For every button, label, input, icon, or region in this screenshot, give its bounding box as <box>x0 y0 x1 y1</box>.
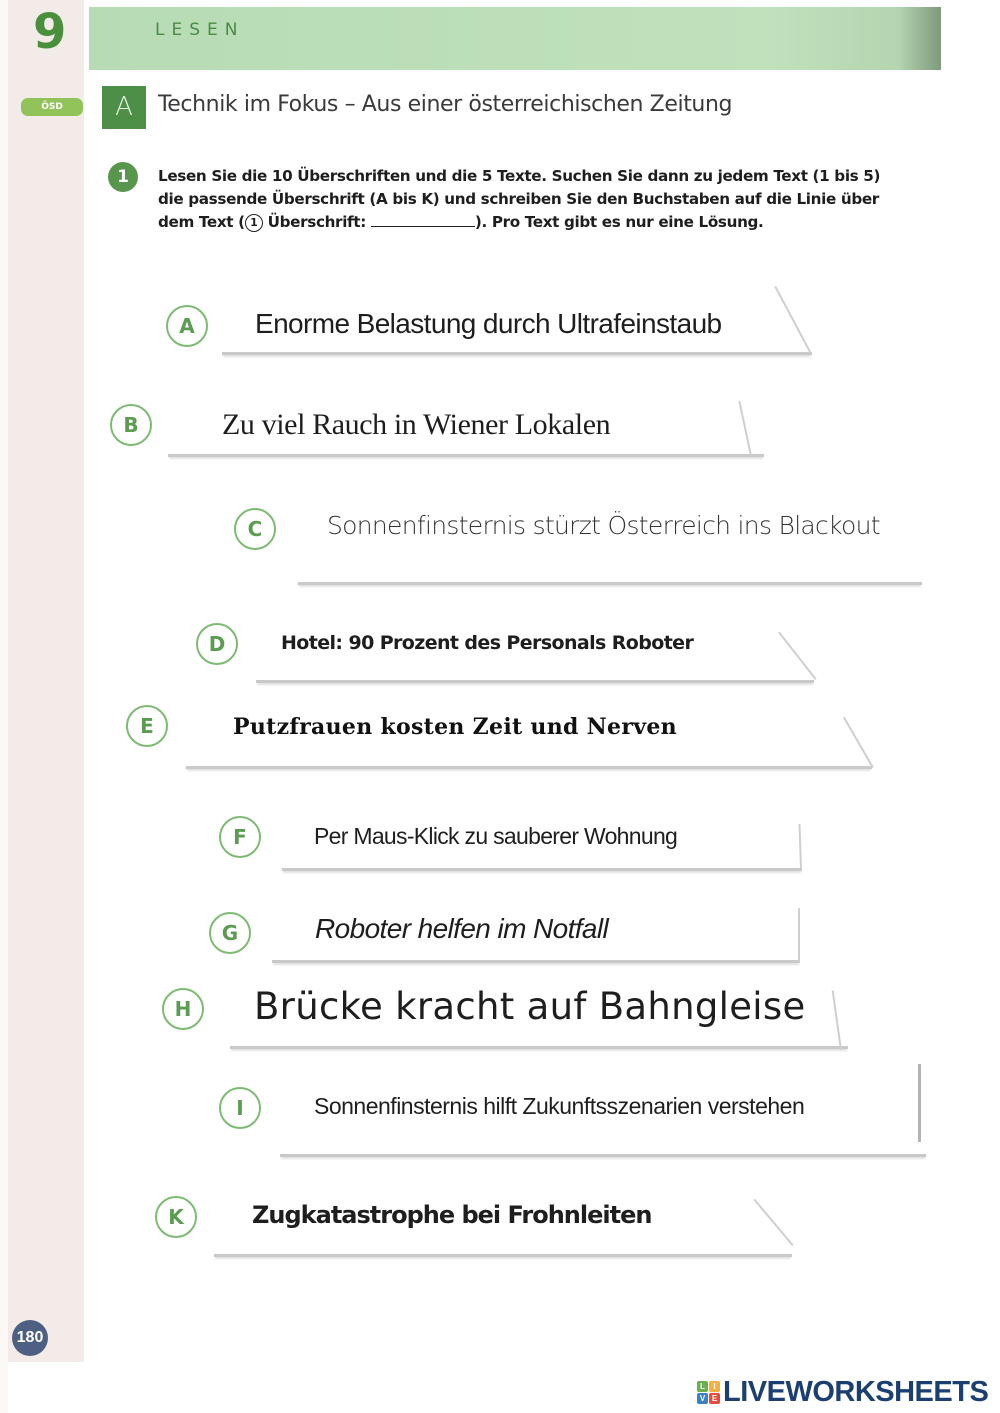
headline-text: Zugkatastrophe bei Frohnleiten <box>252 1201 652 1229</box>
instruction-text: dem Text ( <box>158 213 245 231</box>
instruction-line-2: die passende Überschrift (A bis K) und schreiben Sie den Buchstaben auf die Linie über <box>158 190 879 208</box>
section-title: Technik im Fokus – Aus einer österreichischen Zeitung <box>158 92 733 117</box>
letter-circle: D <box>196 623 238 665</box>
instruction-text: Überschrift: <box>262 213 371 231</box>
headline-text: Per Maus-Klick zu sauberer Wohnung <box>314 823 678 849</box>
logo-tile: I <box>709 1381 720 1392</box>
card-edge <box>918 1064 921 1142</box>
answer-blank-example <box>371 212 475 227</box>
page-left-margin <box>0 0 8 1413</box>
circled-number-icon: 1 <box>245 214 263 232</box>
task-instructions <box>158 165 948 234</box>
logo-text: LIVEWORKSHEETS <box>723 1375 989 1408</box>
section-letter-box: A <box>102 86 146 129</box>
section-label: LESEN <box>155 20 245 40</box>
card-edge <box>798 908 800 962</box>
headline-text: Roboter helfen im Notfall <box>315 913 609 944</box>
chapter-number: 9 <box>33 4 67 60</box>
letter-circle: H <box>162 988 204 1030</box>
exam-badge: ÖSD <box>21 98 83 116</box>
headline-text: Sonnenfinsternis stürzt Österreich ins Blackout <box>327 511 880 540</box>
letter-circle: A <box>166 305 208 347</box>
headline-text: Zu viel Rauch in Wiener Lokalen <box>222 408 611 441</box>
headline-text: Brücke kracht auf Bahngleise <box>254 985 806 1028</box>
headline-text: Hotel: 90 Prozent des Personals Roboter <box>281 632 694 654</box>
headline-text: Enorme Belastung durch Ultrafeinstaub <box>255 308 722 339</box>
logo-tile: L <box>697 1381 708 1392</box>
headline-text: Sonnenfinsternis hilft Zukunftsszenarien verstehen <box>314 1093 805 1119</box>
letter-circle: C <box>234 508 276 550</box>
logo-tile: E <box>709 1393 720 1404</box>
letter-circle: K <box>155 1196 197 1238</box>
letter-circle: E <box>126 705 168 747</box>
instruction-line-1: Lesen Sie die 10 Überschriften und die 5 Texte. Suchen Sie dann zu jedem Text (1 bis 5) <box>158 167 881 185</box>
task-number-badge: 1 <box>108 162 138 192</box>
letter-circle: I <box>219 1087 261 1129</box>
page-side-strip <box>8 0 84 1362</box>
letter-circle: F <box>219 816 261 858</box>
letter-circle: B <box>110 404 152 446</box>
letter-circle: G <box>209 912 251 954</box>
headline-text: Putzfrauen kosten Zeit und Nerven <box>233 714 677 740</box>
logo-tile: V <box>697 1393 708 1404</box>
instruction-text: ). Pro Text gibt es nur eine Lösung. <box>474 213 764 231</box>
liveworksheets-logo[interactable] <box>697 1377 988 1407</box>
instruction-line-3 <box>158 211 948 234</box>
logo-tiles-icon <box>697 1381 720 1404</box>
page-number-badge: 180 <box>12 1320 48 1356</box>
